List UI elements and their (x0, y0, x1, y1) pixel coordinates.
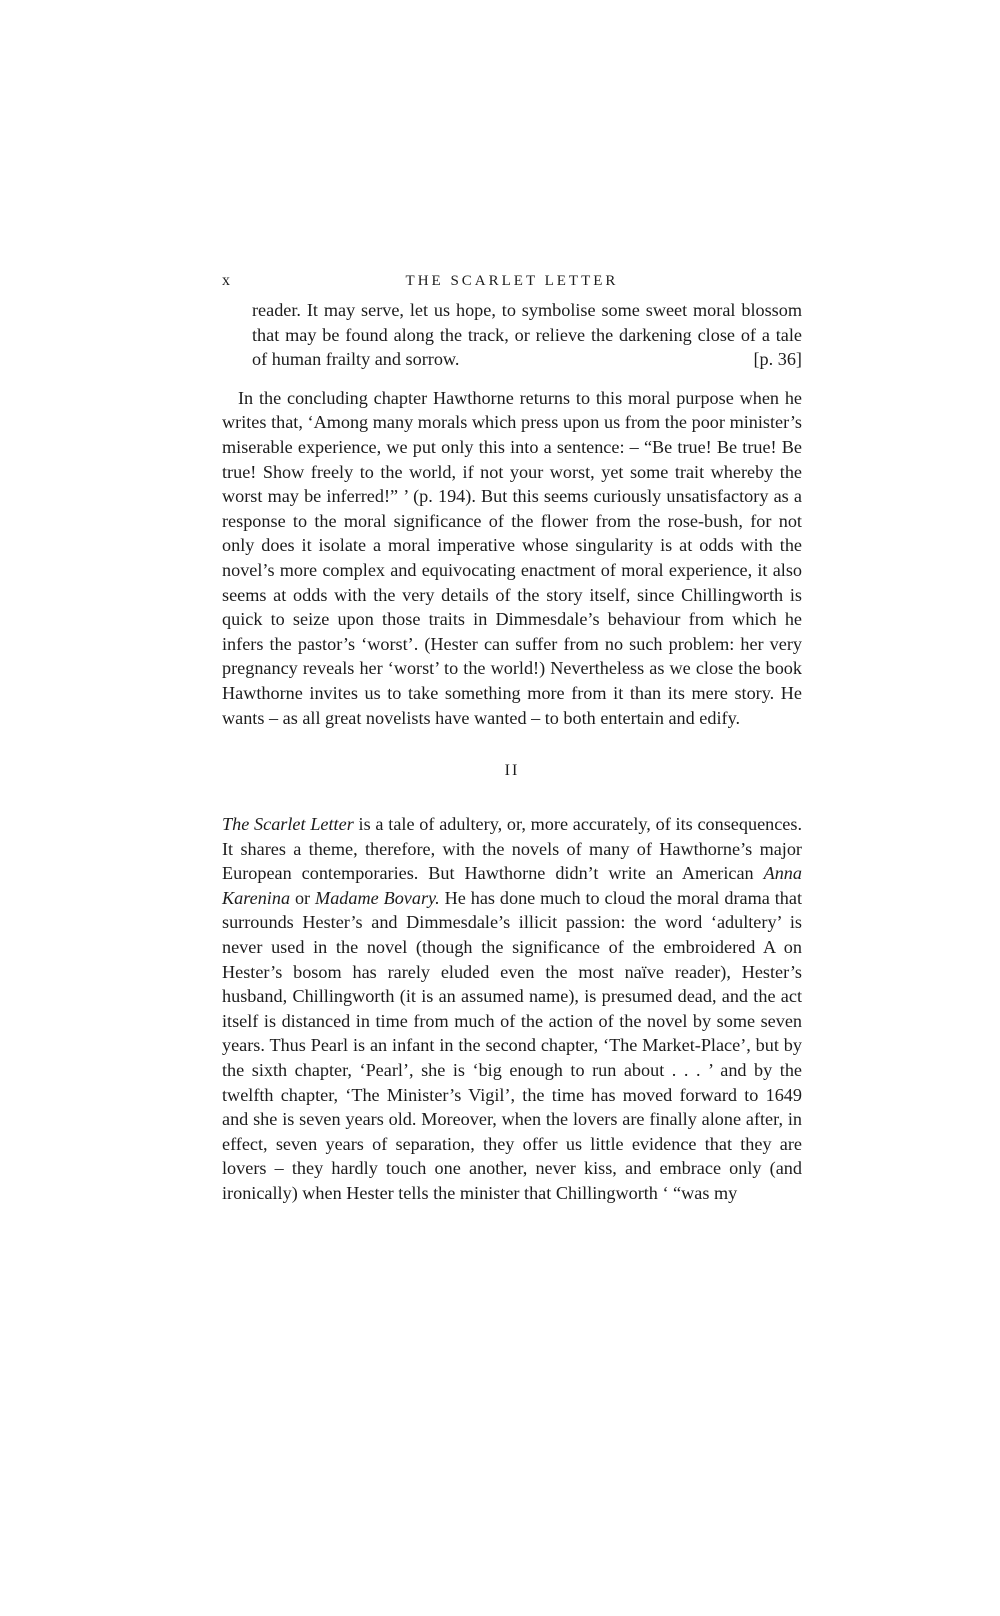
book-title-italic: The Scarlet Letter (222, 814, 354, 835)
book-page (222, 270, 802, 1206)
running-title: THE SCARLET LETTER (405, 273, 619, 289)
page-number: x (222, 272, 230, 289)
body-paragraph-1: In the concluding chapter Hawthorne returns to this moral purpose when he writes that, ‘Among many morals which press upon us from the poor minister’s miserable experience, we put only this into a sentence: – “Be true! Be true! Be true! Show freely to the world, if not your worst, yet some trait whereby the worst may be inferred!” ’ (p. 194). But this seems curiously unsatisfactory as a response to the moral significance of the flower from the rose-bush, for not only does it isolate a moral imperative whose singularity is at odds with the novel’s more complex and equivocating enactment of moral experience, it also seems at odds with the very details of the story itself, since Chillingworth is quick to seize upon those traits in Dimmesdale’s behaviour from which he infers the pastor’s ‘worst’. (Hester can suffer from no such problem: her very pregnancy reveals her ‘worst’ to the world!) Nevertheless as we close the book Hawthorne invites us to take something more from it than its mere story. He wants – as all great novelists have wanted – to both entertain and edify. (222, 387, 802, 728)
paragraph2-text-1: is a tale of adultery, or, more accurately, of its consequences. It shares a theme, therefore, with the novels of many of Hawthorne’s major European contemporaries. But Hawthorne didn’t write an American (222, 814, 803, 884)
italic-title-anna-karenina: Anna Karenina (222, 863, 802, 908)
quote-text: reader. It may serve, let us hope, to symbolise some sweet moral blossom that may be found along the track, or relieve the darkening close of a tale of human frailty and sorrow. (252, 300, 802, 370)
section-heading: II (504, 762, 520, 780)
quote-citation: [p. 36] (753, 349, 802, 370)
italic-title-madame-bovary: Madame Bovary. (315, 887, 440, 908)
block-quote (252, 298, 802, 372)
running-header (222, 270, 802, 292)
paragraph2-text-3: He has done much to cloud the moral drama that surrounds Hester’s and Dimmesdale’s illicit passion: the word ‘adultery’ is never used in the novel (though the significance of the embroidered A on Hester’s bosom has rarely eluded even the most naïve reader), Hester’s husband, Chillingworth (it is an assumed name), is presumed dead, and the act itself is distanced in time from much of the action of the novel by some seven years. Thus Pearl is an infant in the second chapter, ‘The Market-Place’, but by the sixth chapter, ‘Pearl’, she is ‘big enough to run about . . . ’ and by the twelfth chapter, ‘The Minister’s Vigil’, the time has moved forward to 1649 and she is seven years old. Moreover, when the lovers are finally alone after, in effect, seven years of separation, they offer us little evidence that they are lovers – they hardly touch one another, never kiss, and embrace only (and ironically) when Hester tells the minister that Chillingworth ‘ “was my (222, 887, 803, 1203)
paragraph2-text-2: or (290, 887, 316, 908)
body-paragraph-2 (222, 812, 802, 1206)
